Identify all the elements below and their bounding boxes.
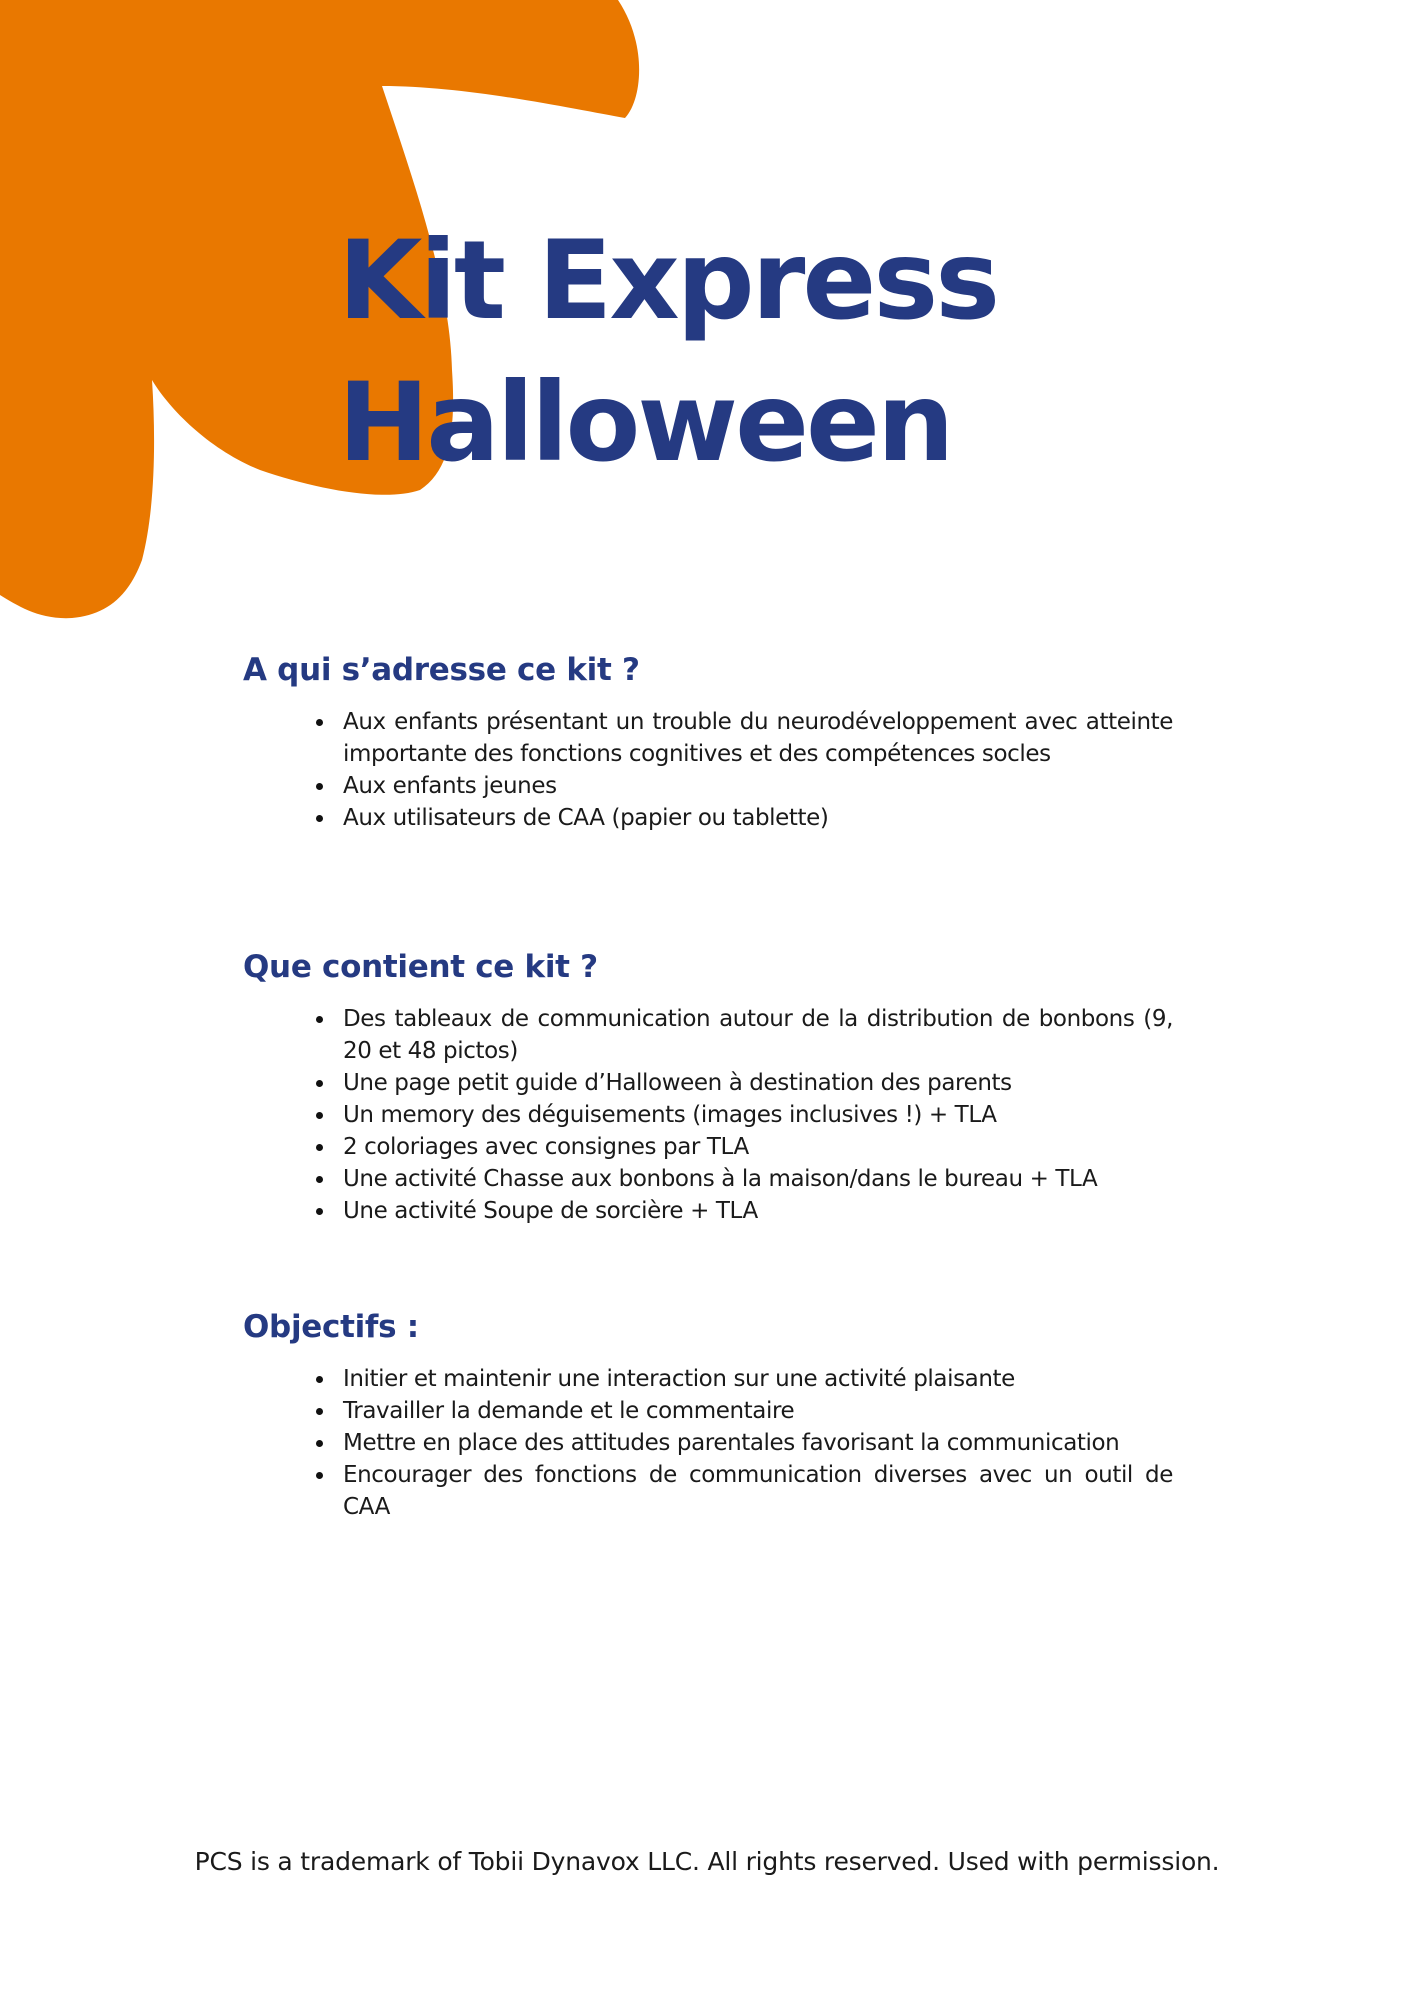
section-objectives	[243, 1307, 1173, 1523]
list-item: Une activité Soupe de sorcière + TLA	[343, 1195, 1173, 1227]
section-heading-contents: Que contient ce kit ?	[243, 949, 598, 985]
list-item: Travailler la demande et le commentaire	[343, 1395, 1173, 1427]
list-item: Mettre en place des attitudes parentales favorisant la communication	[343, 1427, 1173, 1459]
objectives-list	[243, 1363, 1173, 1523]
list-item: Des tableaux de communication autour de la distribution de bonbons (9, 20 et 48 pictos)	[343, 1003, 1173, 1067]
section-heading-objectives: Objectifs :	[243, 1309, 419, 1345]
list-item: Aux enfants présentant un trouble du neurodéveloppement avec atteinte importante des fonctions cognitives et des compétences socles	[343, 706, 1173, 770]
section-audience	[243, 650, 1173, 834]
list-item: Aux enfants jeunes	[343, 770, 1173, 802]
list-item: Un memory des déguisements (images inclusives !) + TLA	[343, 1099, 1173, 1131]
audience-list	[243, 706, 1173, 834]
section-contents	[243, 947, 1173, 1227]
trademark-footer: PCS is a trademark of Tobii Dynavox LLC. All rights reserved. Used with permission.	[194, 1847, 1220, 1876]
contents-list	[243, 1003, 1173, 1227]
list-item: 2 coloriages avec consignes par TLA	[343, 1131, 1173, 1163]
list-item: Initier et maintenir une interaction sur une activité plaisante	[343, 1363, 1173, 1395]
list-item: Une activité Chasse aux bonbons à la maison/dans le bureau + TLA	[343, 1163, 1173, 1195]
title-line-1: Kit Express	[338, 217, 998, 344]
list-item: Aux utilisateurs de CAA (papier ou tablette)	[343, 802, 1173, 834]
section-heading-audience: A qui s’adresse ce kit ?	[243, 652, 640, 688]
list-item: Encourager des fonctions de communication diverses avec un outil de CAA	[343, 1459, 1173, 1523]
page-title	[338, 210, 997, 494]
title-line-2: Halloween	[338, 359, 952, 486]
list-item: Une page petit guide d’Halloween à destination des parents	[343, 1067, 1173, 1099]
